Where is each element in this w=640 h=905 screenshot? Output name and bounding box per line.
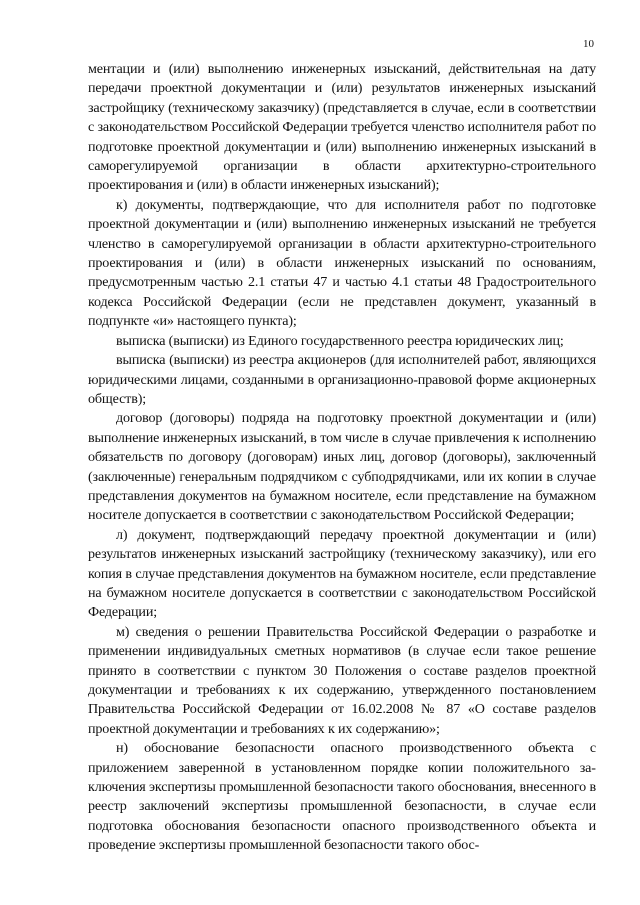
paragraph-k: к) документы, подтверждающие, что для исполнителя работ по подготовке проектной документации и (или) выполнению инженерных изысканий не требуется членство в саморегулируемой организации в области архитектурно-строительного проектирования и (или) в области инженерных изысканий по основаниям, предусмотренным частью 2.1 статьи 47 и частью 4.1 статьи 48 Градостроительного кодекса Российской Федерации (если не представлен документ, указанный в подпункте «и» настоящего пункта);: [88, 196, 596, 330]
paragraph-n: н) обоснование безопасности опасного производственного объекта с приложением заверенной в установленном порядке копии положительного заключения экспертизы промышленной безопасности такого обоснования, внесенного в реестр заключений экспертизы промышленной безопасности, в случае если подготовка обоснования безопасности опасного производственного объекта и проведение экспертизы промышленной безопасности такого обос-: [88, 740, 596, 854]
paragraph-continuation: ментации и (или) выполнению инженерных изысканий, действительная на дату передачи проектной документации и (или) результатов инженерных изысканий застройщику (техническому заказчику) (представляется в случае, если в соответствии с законодательством Российской Федерации требуется членство исполнителя работ по подготовке проектной документации и (или) выполнению инженерных изысканий в саморегулируемой организации в области архитектурно-строительного проектирования и (или) в области инженерных изысканий);: [88, 61, 596, 194]
paragraph-contracts: договор (договоры) подряда на подготовку проектной документации и (или) выполнение инженерных изысканий, в том числе в случае привлечения к исполнению обязательств по договору (договорам) иных лиц, договор (договоры), заключенный (заключенные) генеральным подрядчиком с субподрядчиками, или их копии в случае представления документов на бумажном носителе, если представление на бумажном носителе допускается в соответствии с законодательством Российской Федерации;: [88, 410, 596, 524]
paragraph-shareholders-extract: выписка (выписки) из реестра акционеров (для исполнителей работ, являющихся юридическими лицами, созданными в организационно-правовой форме акционерных обществ);: [88, 352, 596, 407]
paragraph-l: л) документ, подтверждающий передачу проектной документации и (или) результатов инженерных изысканий застройщику (техническому заказчику), или его копия в случае представления документов на бумажном носителе, если представление на бумажном носителе допускается в соответствии с законодательством Российской Федерации;: [88, 526, 596, 621]
page-number: 10: [583, 38, 594, 50]
document-body: [88, 60, 596, 856]
paragraph-m: м) сведения о решении Правительства Российской Федерации о разработке и применении индивидуальных сметных нормативов (в случае если такое решение принято в соответствии с пунктом 30 Положения о составе разделов проектной документации и требованиях к их содержанию, утвержденного постановлением Правительства Российской Федерации от 16.02.2008 № 87 «О составе разделов проектной документации и требованиях к их содержанию»;: [88, 623, 596, 737]
paragraph-egrul-extract: выписка (выписки) из Единого государственного реестра юридических лиц;: [116, 332, 564, 349]
